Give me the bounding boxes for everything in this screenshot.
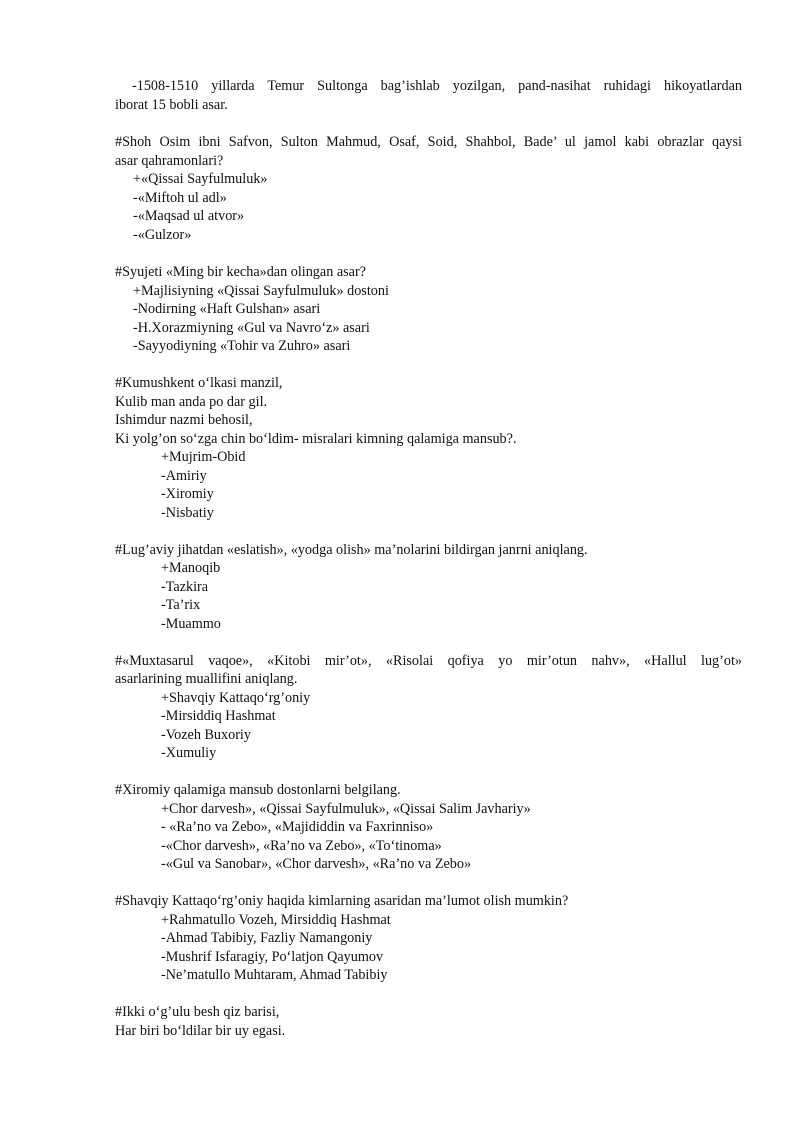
q7-option-3: -Mushrif Isfaragiy, Po‘latjon Qayumov [161, 949, 384, 965]
q4-option-1: +Manoqib [161, 560, 221, 576]
question-3-line-2: Kulib man anda po dar gil. [115, 394, 268, 410]
q6-option-2: - «Ra’no va Zebo», «Majididdin va Faxrinniso» [161, 819, 434, 835]
q4-option-2: -Tazkira [161, 579, 209, 595]
q1-option-2: -«Miftoh ul adl» [133, 190, 227, 206]
q7-option-1: +Rahmatullo Vozeh, Mirsiddiq Hashmat [161, 912, 391, 928]
q2-option-2: -Nodirning «Haft Gulshan» asari [133, 301, 321, 317]
q3-option-2: -Amiriy [161, 468, 207, 484]
q1-option-1: +«Qissai Sayfulmuluk» [133, 171, 268, 187]
question-6: #Xiromiy qalamiga mansub dostonlarni belgilang. [115, 782, 401, 798]
question-1-line-1: #Shoh Osim ibni Safvon, Sulton Mahmud, Osaf, Soid, Shahbol, Bade’ ul jamol kabi obrazlar qaysi [115, 134, 742, 150]
question-4: #Lug’aviy jihatdan «eslatish», «yodga olish» ma’nolarini bildirgan janrni aniqlang. [115, 542, 588, 558]
q1-option-4: -«Gulzor» [133, 227, 192, 243]
question-8-line-2: Har biri bo‘ldilar bir uy egasi. [115, 1023, 286, 1039]
q3-option-3: -Xiromiy [161, 486, 214, 502]
intro-line-2: iborat 15 bobli asar. [115, 97, 228, 113]
question-8-line-1: #Ikki o‘g’ulu besh qiz barisi, [115, 1004, 280, 1020]
q2-option-4: -Sayyodiyning «Tohir va Zuhro» asari [133, 338, 351, 354]
q5-option-4: -Xumuliy [161, 745, 217, 761]
question-3-line-3: Ishimdur nazmi behosil, [115, 412, 253, 428]
q3-option-1: +Mujrim-Obid [161, 449, 246, 465]
question-5-line-1: #«Muxtasarul vaqoe», «Kitobi mir’ot», «Risolai qofiya yo mir’otun nahv», «Hallul lug’ot» [115, 653, 742, 669]
q6-option-3: -«Chor darvesh», «Ra’no va Zebo», «To‘tinoma» [161, 838, 442, 854]
q5-option-3: -Vozeh Buxoriy [161, 727, 251, 743]
q7-option-4: -Ne’matullo Muhtaram, Ahmad Tabibiy [161, 967, 388, 983]
q4-option-4: -Muammo [161, 616, 221, 632]
q1-option-3: -«Maqsad ul atvor» [133, 208, 245, 224]
intro-line-1: -1508-1510 yillarda Temur Sultonga bag’ishlab yozilgan, pand-nasihat ruhidagi hikoyatlardan [132, 78, 742, 94]
q5-option-2: -Mirsiddiq Hashmat [161, 708, 276, 724]
q2-option-3: -H.Xorazmiyning «Gul va Navro‘z» asari [133, 320, 370, 336]
question-3-line-1: #Kumushkent o‘lkasi manzil, [115, 375, 283, 391]
q2-option-1: +Majlisiyning «Qissai Sayfulmuluk» dostoni [133, 283, 389, 299]
question-3-line-4: Ki yolg’on so‘zga chin bo‘ldim- misralari kimning qalamiga mansub?. [115, 431, 517, 447]
q5-option-1: +Shavqiy Kattaqo‘rg’oniy [161, 690, 311, 706]
question-2: #Syujeti «Ming bir kecha»dan olingan asar? [115, 264, 366, 280]
question-5-line-2: asarlarining muallifini aniqlang. [115, 671, 298, 687]
q4-option-3: -Ta’rix [161, 597, 201, 613]
question-1-line-2: asar qahramonlari? [115, 153, 224, 169]
question-7: #Shavqiy Kattaqo‘rg’oniy haqida kimlarning asaridan ma’lumot olish mumkin? [115, 893, 569, 909]
q6-option-1: +Chor darvesh», «Qissai Sayfulmuluk», «Qissai Salim Javhariy» [161, 801, 531, 817]
q6-option-4: -«Gul va Sanobar», «Chor darvesh», «Ra’no va Zebo» [161, 856, 472, 872]
q3-option-4: -Nisbatiy [161, 505, 214, 521]
q7-option-2: -Ahmad Tabibiy, Fazliy Namangoniy [161, 930, 373, 946]
